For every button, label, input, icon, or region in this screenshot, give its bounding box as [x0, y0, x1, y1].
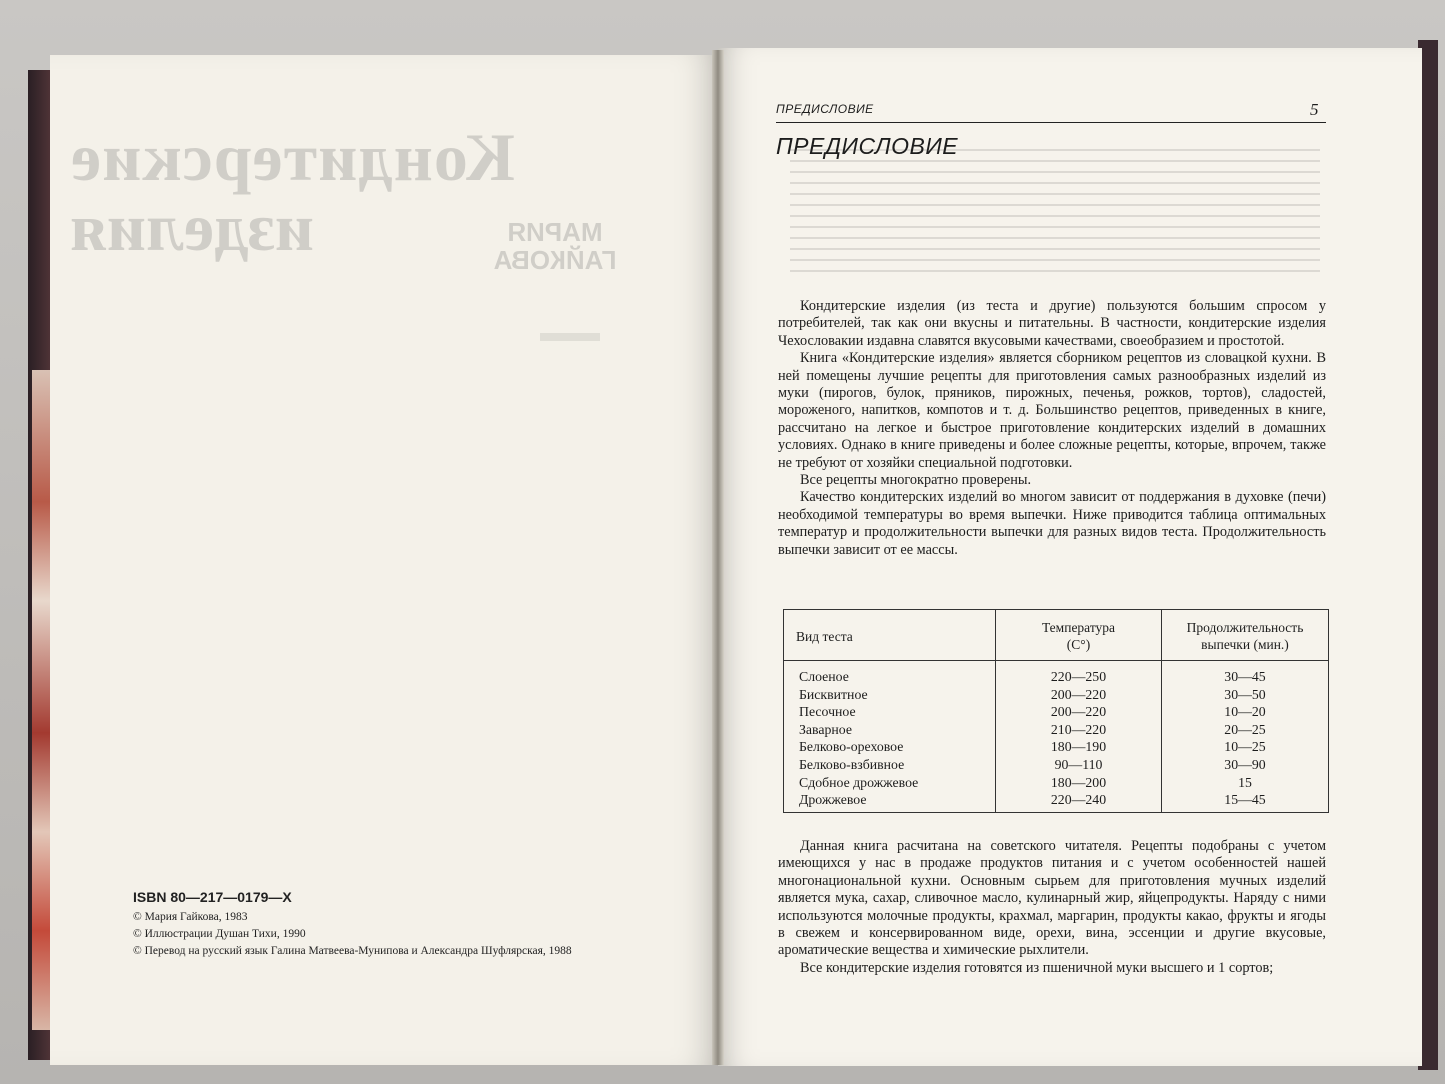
paragraph: Книга «Кондитерские изделия» является сборником рецептов из словацкой кухни. В ней помещены лучшие рецепты для приготовления самых разнообразных изделий из муки (пирогов, булок, пряников, пирожных, печенья, рожков, тортов), сладостей, мороженого, напитков, компотов и т. д. Большинство рецептов, приведенных в книге, рассчитано на легкое и быстрое приготовление кондитерских изделий в домашних условиях. Однако в книге приведены и более сложные рецепты, которые, впрочем, также не требуют от хозяйки специальной подготовки. — [778, 350, 1326, 471]
table-row — [784, 792, 1328, 810]
copyright-line: © Иллюстрации Душан Тихи, 1990 — [133, 928, 306, 940]
ghost-author-line1: МАРИЯ — [507, 217, 603, 247]
table-row — [784, 669, 1328, 687]
header-temperature-line1: Температура — [1041, 620, 1116, 635]
baking-temperature-table — [783, 609, 1329, 813]
cell-type: Белково-взбивное — [799, 756, 905, 772]
header-duration — [1162, 619, 1328, 653]
cell-temp: 200—220 — [1050, 704, 1107, 720]
table-row — [784, 757, 1328, 775]
ghost-author-line2: ГАЙКОВА — [493, 245, 617, 275]
table-row — [784, 722, 1328, 740]
section-title: ПРЕДИСЛОВИЕ — [776, 133, 959, 159]
header-duration-line1: Продолжительность — [1186, 620, 1304, 635]
cell-temp: 90—110 — [1054, 756, 1103, 772]
book-gutter — [712, 50, 724, 1065]
cell-type: Бисквитное — [799, 686, 868, 702]
table-row — [784, 775, 1328, 793]
cell-type: Заварное — [799, 721, 852, 737]
ghost-small-text — [540, 333, 600, 341]
isbn: ISBN 80—217—0179—X — [133, 889, 292, 905]
closing-text — [778, 838, 1326, 977]
ghost-author — [480, 218, 630, 274]
paragraph: Все рецепты многократно проверены. — [800, 472, 1032, 489]
cell-time: 15—45 — [1224, 792, 1266, 808]
intro-text — [778, 298, 1326, 559]
header-temperature-line2: (С°) — [1066, 637, 1091, 652]
paragraph: Кондитерские изделия (из теста и другие) пользуются большим спросом у потребителей, так как они вкусны и питательны. В частности, кондитерские изделия Чехословакии издавна славятся вкусовыми качествами, своеобразием и простотой. — [778, 298, 1326, 349]
page-number: 5 — [1310, 100, 1319, 119]
cell-time: 10—25 — [1224, 739, 1266, 755]
table-header-rule — [784, 660, 1328, 661]
copyright-line: © Мария Гайкова, 1983 — [133, 911, 248, 923]
ghost-title-bleed — [70, 118, 670, 278]
cell-time: 10—20 — [1224, 704, 1266, 720]
table-row — [784, 739, 1328, 757]
cell-temp: 220—250 — [1050, 669, 1107, 684]
table-body — [784, 669, 1328, 810]
cell-time: 30—50 — [1224, 686, 1266, 702]
cell-time: 30—90 — [1224, 756, 1266, 772]
cell-temp: 200—220 — [1050, 686, 1107, 702]
cell-time: 30—45 — [1224, 669, 1266, 684]
ghost-title-line2: изделия — [70, 189, 314, 265]
paragraph: Все кондитерские изделия готовятся из пшеничной муки высшего и 1 сортов; — [800, 959, 1274, 976]
header-duration-line2: выпечки (мин.) — [1201, 637, 1289, 652]
cell-type: Белково-ореховое — [799, 739, 904, 755]
header-rule — [776, 122, 1326, 123]
cell-temp: 210—220 — [1050, 721, 1107, 737]
cell-temp: 220—240 — [1050, 792, 1107, 808]
copyright-line: © Перевод на русский язык Галина Матвеева-Мунипова и Александра Шуфлярская, 1988 — [133, 945, 572, 957]
cell-temp: 180—190 — [1050, 739, 1107, 755]
cell-type: Дрожжевое — [799, 792, 867, 808]
table-row — [784, 687, 1328, 705]
cell-type: Песочное — [799, 704, 856, 720]
header-dough-type: Вид теста — [796, 629, 853, 644]
cell-type: Слоеное — [799, 669, 849, 684]
imprint-block — [133, 888, 572, 960]
cell-time: 20—25 — [1224, 721, 1266, 737]
header-temperature — [996, 619, 1161, 653]
running-head: ПРЕДИСЛОВИЕ — [776, 102, 874, 116]
bleed-through-text — [790, 140, 1320, 290]
ghost-title-line1: Кондитерские — [70, 119, 515, 195]
cell-time: 15 — [1238, 774, 1252, 790]
paragraph: Данная книга расчитана на советского читателя. Рецепты подобраны с учетом имеющихся у нас в продаже продуктов питания и с учетом особенностей нашей многонациональной кухни. Основным сырьем для приготовления мучных изделий является мука, сахар, сливочное масло, кулинарный жир, яйцепродукты. Наряду с ними используются молочные продукты, крахмал, маргарин, продукты какао, фрукты и ягоды в свежем и консервированном виде, орехи, вина, эссенции и другие вкусовые, ароматические вещества и химические рыхлители. — [778, 838, 1326, 959]
cell-type: Сдобное дрожжевое — [799, 774, 919, 790]
table-row — [784, 704, 1328, 722]
paragraph: Качество кондитерских изделий во многом зависит от поддержания в духовке (печи) необходимой температуры во время выпечки. Ниже приводится таблица оптимальных температур и продолжительности выпечки для разных видов теста. Продолжительность выпечки зависит от ее массы. — [778, 489, 1326, 558]
cell-temp: 180—200 — [1050, 774, 1107, 790]
